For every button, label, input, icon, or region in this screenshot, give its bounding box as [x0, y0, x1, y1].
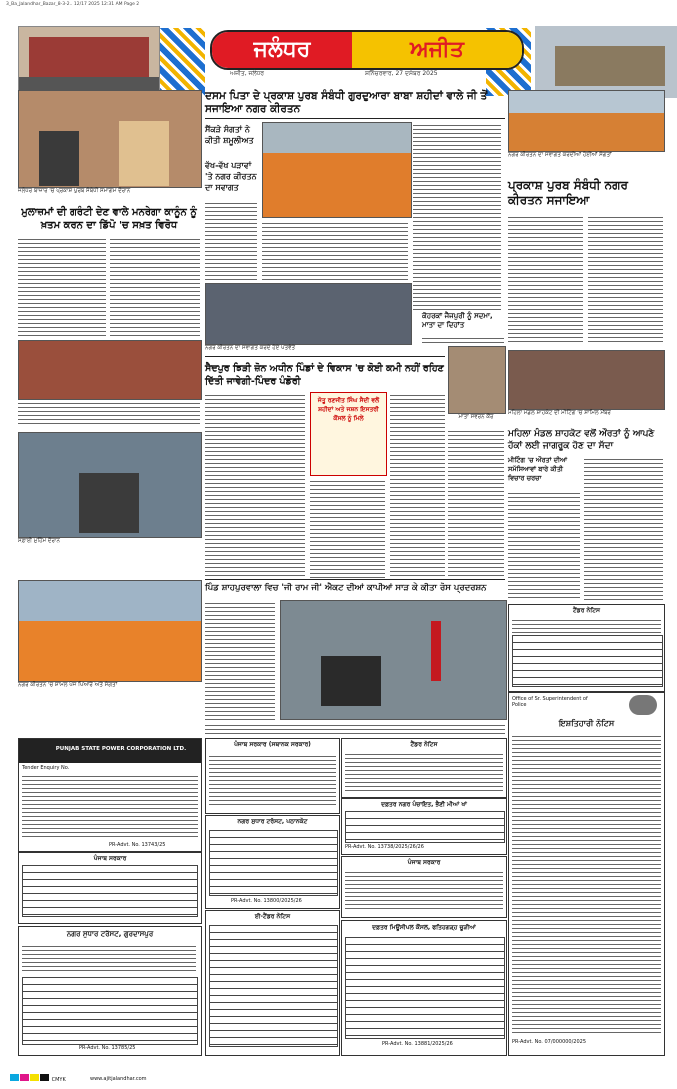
- women-caption: ਮਹਿਲਾ ਮੰਡਲ ਸ਼ਾਹਕੋਟ ਦੀ ਮੀਟਿੰਗ 'ਚ ਸ਼ਾਮਿਲ ਮੈਂਬਰ: [508, 410, 611, 416]
- main-headline: ਦਸਮ ਪਿਤਾ ਦੇ ਪ੍ਰਕਾਸ਼ ਪੁਰਬ ਸੰਬੰਧੀ ਗੁਰਦੁਆਰਾ ਬਾਬਾ ਸ਼ਹੀਦਾਂ ਵਾਲੇ ਜੀ ਤੋਂ ਸਜਾਇਆ ਨਗਰ ਕੀਰਤਨ: [205, 90, 488, 115]
- footer-site: www.ajitjalandhar.com: [90, 1076, 147, 1082]
- masthead-banner: [210, 30, 524, 70]
- ad-nagar-trust-pathankot: [205, 815, 340, 909]
- police-emblem-icon: [629, 695, 657, 715]
- meeting-caption-text: [18, 400, 200, 426]
- ad-tender-1-title: ਟੈਂਡਰ ਨੋਟਿਸ: [410, 741, 438, 748]
- right-body-1: [508, 214, 583, 344]
- ad-punjab-govt-2-title: ਪੰਜਾਬ ਸਰਕਾਰ: [407, 859, 441, 866]
- women-body-1: [508, 490, 580, 600]
- ad-police-office: Office of Sr. Superintendent of Police: [512, 696, 588, 708]
- ad-punjab-govt-2: [341, 856, 507, 918]
- masthead-title-left: ਜਲੰਧਰ: [212, 32, 352, 68]
- right-body-2: [588, 214, 663, 344]
- masthead-photo-left: [18, 26, 160, 100]
- ad-local-govt-title: ਪੰਜਾਬ ਸਰਕਾਰ (ਸਥਾਨਕ ਸਰਕਾਰ): [234, 741, 311, 748]
- ad-municipal-council: [341, 920, 507, 1056]
- obit-photo-label: ਮਾਤਾ ਸਵਰਨ ਕੌਰ: [458, 414, 494, 420]
- ad-tender-right: [508, 604, 665, 692]
- photo-officials: [205, 283, 412, 345]
- parade-caption: ਨਗਰ ਕੀਰਤਨ 'ਚ ਸ਼ਾਮਲ ਪੰਜ ਪਿਆਰੇ ਅਤੇ ਸੰਗਤਾਂ: [18, 682, 118, 688]
- center-body-2: [262, 220, 408, 280]
- ad-pspcl-ref: PR-Advt. No. 13743/25: [109, 842, 166, 848]
- obit-headline: ਕੋਹਰਕਾਂ ਜੈਜਪੁਰੀ ਨੂੰ ਸਦਮਾ, ਮਾਤਾ ਦਾ ਦਿਹਾਂਤ: [422, 312, 493, 329]
- ad-nagar-trust-gurdaspur-title: ਨਗਰ ਸੁਧਾਰ ਟਰੱਸਟ, ਗੁਰਦਾਸਪੁਰ: [66, 930, 154, 938]
- photo-parade: [18, 580, 202, 682]
- ad-nagar-panchayat: [341, 798, 507, 855]
- footer-cmyk: [10, 1074, 66, 1083]
- photo-mahila-mandal: [508, 350, 665, 410]
- middle-headline: ਸੈਦਪੁਰ ਝਿੜੀ ਜ਼ੋਨ ਅਧੀਨ ਪਿੰਡਾਂ ਦੇ ਵਿਕਾਸ 'ਚ ਕੋਈ ਕਮੀ ਨਹੀਂ ਰਹਿਣ ਦਿੱਤੀ ਜਾਵੇਗੀ-ਪਿੰਦਰ ਪੰਡੋਰੀ: [205, 363, 444, 387]
- bullet-2: ਵੱਖ-ਵੱਖ ਪੜਾਵਾਂ 'ਤੇ ਨਗਰ ਕੀਰਤਨ ਦਾ ਸਵਾਗਤ: [205, 161, 257, 192]
- ad-nagar-panchayat-title: ਦਫ਼ਤਰ ਨਗਰ ਪੰਚਾਇਤ, ਭੈਣੀ ਮੀਆਂ ਖਾਂ: [381, 801, 467, 808]
- ad-tender-right-title: ਟੈਂਡਰ ਨੋਟਿਸ: [572, 607, 601, 614]
- sanitation-caption: ਸਫ਼ਾਈ ਮੁਹਿੰਮ ਦੌਰਾਨ: [18, 538, 60, 544]
- ad-nagar-trust-pathankot-title: ਨਗਰ ਸੁਧਾਰ ਟਰੱਸਟ, ਪਠਾਨਕੋਟ: [237, 818, 308, 825]
- photo-sangat: [508, 90, 665, 152]
- pullquote: ਜੋਤੂ ਰਣਜੀਤ ਸਿੰਘ ਸੈਦੀ ਵਲੋਂ ਸ਼ਹੀਦਾਂ ਅਤੇ ਜਸ਼ਨ ਇਸਤਰੀ ਕੌਂਸਲ ਨੂੰ ਮਿਲੇ: [317, 397, 380, 422]
- ad-ref-4: PR-Advt. No. 13881/2025/26: [382, 1041, 453, 1047]
- protest-caption-text: [205, 722, 505, 736]
- masthead-photo-right: [535, 26, 677, 98]
- middle-body-3: [390, 392, 445, 577]
- middle-body-2: [310, 478, 385, 578]
- masthead: [0, 12, 677, 88]
- ad-police-title: ਇਸ਼ਤਿਹਾਰੀ ਨੋਟਿਸ: [558, 719, 615, 728]
- ad-pspcl: [18, 738, 202, 852]
- middle-body-1: [205, 392, 305, 577]
- ad-police-notice: [508, 692, 665, 1056]
- left-body-col-2: [110, 236, 200, 336]
- obit-body: [448, 428, 504, 576]
- photo-meeting: [18, 340, 202, 400]
- obit-photo: [448, 346, 506, 414]
- ad-police-ref: PR-Advt. No. 07/000000/2025: [512, 1039, 587, 1045]
- photo-panj-pyare: [262, 122, 412, 218]
- ad-egov: [205, 910, 340, 1056]
- photo-protest: [280, 600, 507, 720]
- ad-egov-title: ਈ-ਟੈਂਡਰ ਨੋਟਿਸ: [254, 913, 291, 920]
- women-bullet: ਮੀਟਿੰਗ 'ਚ ਔਰਤਾਂ ਦੀਆਂ ਸਮੱਸਿਆਵਾਂ ਬਾਰੇ ਕੀਤੀ ਵਿਚਾਰ ਚਰਚਾ: [508, 456, 568, 482]
- center-body-3: [413, 122, 501, 312]
- left-photo-caption: ਜਲੰਧਰ ਬਾਜ਼ਾਰ 'ਚ ਪ੍ਰਕਾਸ਼ ਪੁਰਬ ਸੰਬੰਧੀ ਸਮਾਗਮ ਦੌਰਾਨ: [18, 188, 131, 194]
- ad-tender-1: [341, 738, 507, 798]
- photo-bazaar: [18, 90, 202, 188]
- ad-ref-1: PR-Advt. No. 13785/25: [79, 1045, 136, 1051]
- pullquote-box: [310, 392, 387, 476]
- right-headline: ਪ੍ਰਕਾਸ਼ ਪੁਰਬ ਸੰਬੰਧੀ ਨਗਰ ਕੀਰਤਨ ਸਜਾਇਆ: [508, 178, 628, 207]
- left-headline: ਮੁਲਾਜ਼ਮਾਂ ਦੀ ਗਰੰਟੀ ਦੇਣ ਵਾਲੇ ਮਨਰੇਗਾ ਕਾਨੂੰਨ ਨੂੰ ਖ਼ਤਮ ਕਰਨ ਦਾ ਡਿੱਪੋ 'ਚ ਸਖ਼ਤ ਵਿਰੋਧ: [21, 207, 197, 231]
- masthead-title-right: ਅਜੀਤ: [352, 32, 522, 68]
- right-photo-caption: ਨਗਰ ਕੀਰਤਨ ਦਾ ਸਵਾਗਤ ਕਰਦੀਆਂ ਹੋਈਆਂ ਸੰਗਤਾਂ: [508, 152, 612, 158]
- decorative-pattern-left: [160, 28, 205, 96]
- footer-cmyk-label: CMYK: [51, 1077, 66, 1083]
- ad-ref-3: PR-Advt. No. 13738/2025/26/26: [345, 844, 424, 850]
- protest-headline: ਪਿੰਡ ਸ਼ਾਹਪੁਰਵਾਲਾ ਵਿਚ 'ਜੀ ਰਾਮ ਜੀ' ਐਕਟ ਦੀਆਂ ਕਾਪੀਆਂ ਸਾੜ ਕੇ ਕੀਤਾ ਰੋਸ ਪ੍ਰਦਰਸ਼ਨ: [205, 583, 487, 593]
- ad-pspcl-title: PUNJAB STATE POWER CORPORATION LTD.: [55, 746, 187, 752]
- ad-municipal-council-title: ਦਫ਼ਤਰ ਮਿਊਂਸੀਪਲ ਕੌਂਸਲ, ਫਤਿਹਗੜ੍ਹ ਚੂੜੀਆਂ: [372, 924, 476, 931]
- center-caption: ਨਗਰ ਕੀਰਤਨ ਦਾ ਸਵਾਗਤ ਕਰਦੇ ਹੋਏ ਪਤਵੰਤੇ: [205, 345, 296, 351]
- bullet-1: ਸੈਂਕੜੇ ਸੰਗਤਾਂ ਨੇ ਕੀਤੀ ਸ਼ਮੂਲੀਅਤ: [205, 125, 254, 145]
- photo-sanitation: [18, 432, 202, 538]
- ad-punjab-govt: [18, 852, 202, 924]
- masthead-subtitle: ਅਜੀਤ, ਜਲੰਧਰ: [230, 70, 265, 77]
- ad-pspcl-tender-label: Tender Enquiry No.: [22, 765, 70, 771]
- left-body-col-1: [18, 236, 106, 336]
- protest-body: [205, 600, 275, 720]
- ad-local-govt: [205, 738, 340, 814]
- ad-ref-2: PR-Advt. No. 13800/2025/26: [231, 898, 302, 904]
- masthead-date: ਸ਼ਨਿੱਚਰਵਾਰ, 27 ਦਸੰਬਰ 2025: [365, 70, 438, 77]
- ad-nagar-trust-gurdaspur: [18, 926, 202, 1056]
- ad-punjab-govt-title: ਪੰਜਾਬ ਸਰਕਾਰ: [93, 855, 127, 862]
- women-headline: ਮਹਿਲਾ ਮੰਡਲ ਸ਼ਾਹਕੋਟ ਵਲੋਂ ਔਰਤਾਂ ਨੂੰ ਆਪਣੇ ਹੱਕਾਂ ਲਈ ਜਾਗਰੂਕ ਹੋਣ ਦਾ ਸੱਦਾ: [508, 429, 655, 451]
- women-body-2: [584, 456, 663, 600]
- file-slug: 3_Ba_Jalandhar_Bazar_8-3-2.. 12/17 2025 12:31 AM Page 2: [6, 2, 140, 7]
